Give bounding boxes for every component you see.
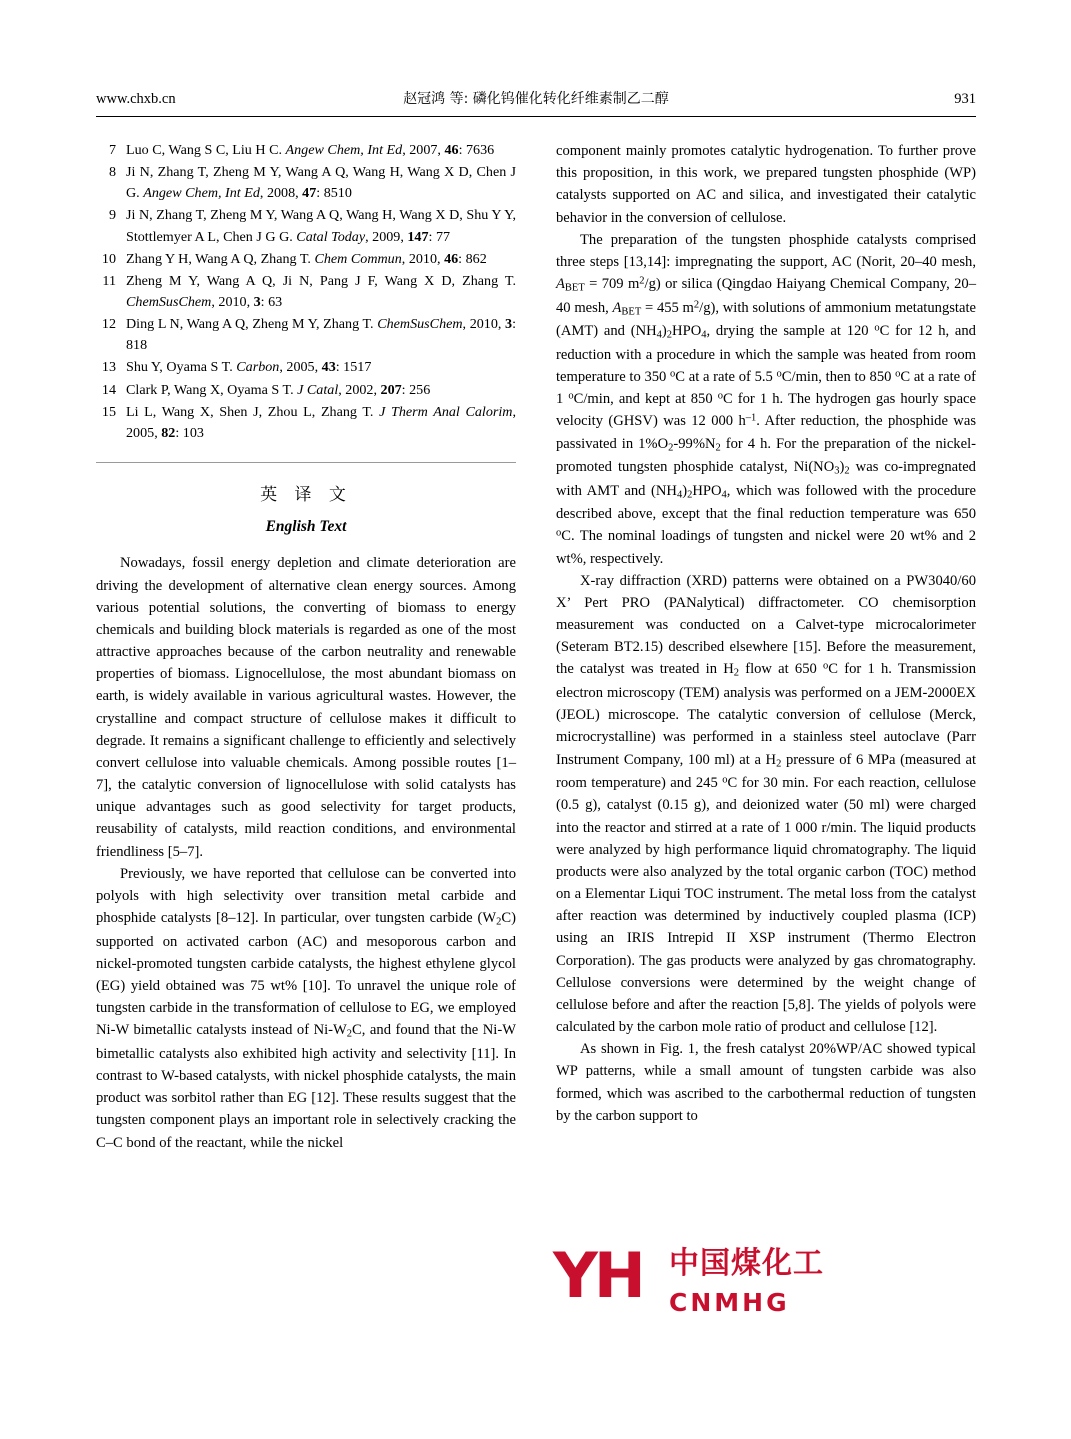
header-divider	[96, 116, 976, 117]
reference-text: : 256	[401, 381, 431, 398]
section-title-chinese: 英 译 文	[260, 484, 352, 505]
reference-volume: 147	[407, 228, 429, 245]
reference-list	[96, 140, 516, 444]
subscript: 2	[776, 758, 782, 770]
paragraph-catalyst-preparation	[556, 229, 976, 570]
reference-item	[96, 140, 516, 161]
text-segment: = 455 m	[641, 299, 694, 316]
subscript: 2	[666, 329, 673, 341]
reference-item	[96, 380, 516, 401]
text-segment: Previously, we have reported that cellulose can be converted into polyols with high selectivity over transition metal carbide and phosphide catalysts [8–12]. In particular, over tungsten carbide (W	[96, 865, 516, 927]
subscript: 4	[676, 489, 683, 501]
reference-source: Carbon	[236, 359, 280, 376]
subscript: 4	[656, 329, 662, 341]
reference-volume: 47	[302, 185, 317, 202]
text-segment: C for 30 min. For each reaction, cellulose (0.5 g), catalyst (0.15 g), and deionized water (50 ml) were charged into the reactor and stirred at a rate of 1 000 r/min. The liquid products were analyzed by high performance liquid chromatography. The liquid products were also analyzed by the total organic carbon (TOC) method on a Elementar Liqui TOC instrument. The metal loss from the catalyst after reaction was determined by inductively coupled plasma (ICP) using an IRIS Intrepid II XSP instrument (Thermo Electron Corporation). The gas products were analyzed by gas chromatography. Cellulose conversions were determined by the weight change of cellulose before and after the reaction [5,8]. The yields of polyols were calculated by the carbon mole ratio of product and cellulose [12].	[556, 775, 977, 1036]
text-segment: HPO	[672, 323, 702, 340]
reference-text: , 2007,	[402, 142, 445, 158]
text-segment: C for 1 h. The hydrogen gas hourly space velocity (GHSV) was 12 000 h	[556, 391, 976, 430]
superscript: o	[670, 368, 676, 380]
reference-source: Chem Commun	[314, 250, 402, 267]
text-segment: The preparation of the tungsten phosphide catalysts comprised three steps [13,14]: impregnating the support, AC (Norit, 20–40 mesh,	[556, 231, 976, 270]
watermark	[553, 1239, 853, 1335]
text-segment: C) supported on activated carbon (AC) and mesoporous carbon and nickel-promoted tungsten carbide catalysts, the highest ethylene glycol (EG) yield obtained was 75 wt% [10]. To unravel the unique role of tungsten carbide in the transformation of cellulose to EG, we employed Ni-W bimetallic catalysts instead of Ni-W	[96, 910, 516, 1039]
reference-text: : 63	[260, 293, 283, 310]
superscript: o	[722, 774, 728, 786]
text-segment: C/min, then to 850	[781, 368, 896, 385]
text-segment: /g), with solutions of ammonium metatungstate (AMT) and (NH	[556, 299, 976, 340]
reference-text: Clark P, Wang X, Oyama S T.	[126, 381, 298, 398]
section-title-english: English Text	[265, 517, 347, 535]
reference-text: Ding L N, Wang A Q, Zheng M Y, Zhang T.	[126, 316, 378, 333]
text-segment: X-ray diffraction (XRD) patterns were obtained on a PW3040/60 X’ Pert PRO (PANalytical) diffractometer. CO chemisorption measurement was conducted on a Calvet-type microcalorimeter (Seteram BT2.15) described elsewhere [15]. Before the measurement, the catalyst was treated in H	[556, 572, 976, 678]
reference-item	[96, 205, 516, 247]
reference-item	[96, 162, 516, 204]
subscript: 4	[721, 489, 727, 501]
superscript: o	[874, 322, 880, 334]
running-title: 赵冠鸿 等: 磷化钨催化转化纤维素制乙二醇	[403, 91, 669, 107]
reference-text: Luo C, Wang S C, Liu H C.	[126, 142, 286, 158]
watermark-english-text: CNMHG	[669, 1288, 790, 1317]
text-segment: was co-impregnated with AMT and (NH	[556, 459, 976, 499]
left-column	[96, 140, 516, 1154]
subscript: 2	[346, 1029, 353, 1040]
text-segment: C/min, and kept at 850	[573, 391, 718, 408]
reference-volume: 46	[444, 250, 459, 267]
reference-text: : 818	[126, 316, 517, 354]
reference-text: , 2005,	[126, 403, 516, 441]
reference-source: J Therm Anal Calorim	[379, 403, 513, 420]
text-segment: -99%N	[673, 435, 716, 452]
reference-volume: 3	[505, 316, 513, 333]
paragraph-intro: Nowadays, fossil energy depletion and climate deterioration are driving the development of alternative clean energy sources. Among various potential solutions, the converting of biomass to energy chemicals and building block materials is regarded as one of the most attractive approaches because of the carbon neutrality and renewable properties of biomass. Lignocellulose, the most abundant biomass on earth, is widely available in various agricultural wastes. However, the crystalline and compact structure of cellulose makes it difficult to degrade. It remains a significant challenge to efficiently and selectively convert cellulose into valuable chemicals. Among possible routes [1–7], the catalytic conversion of lignocellulose with solid catalysts has unique advantages such as good selectivity for target products, reusability of catalysts, mild reaction conditions, and environmental friendliness [5–7].	[96, 555, 516, 860]
reference-source: Angew Chem, Int Ed	[143, 185, 260, 202]
reference-number: 7	[108, 142, 116, 158]
subscript: 3	[834, 465, 840, 477]
reference-text: , 2008,	[259, 185, 303, 202]
text-segment: C at a rate of 5.5	[675, 368, 777, 385]
section-divider	[96, 462, 516, 463]
text-segment: )	[682, 482, 688, 499]
reference-source: Catal Today	[296, 228, 366, 245]
text-segment: . After reduction, the phosphide was passivated in 1%O	[556, 413, 976, 452]
superscript: o	[556, 527, 562, 539]
reference-text: , 2005,	[279, 359, 322, 376]
reference-text: : 8510	[316, 185, 352, 202]
reference-item	[96, 357, 516, 378]
reference-text: Shu Y, Oyama S T.	[126, 359, 237, 376]
text-italic: A	[556, 276, 565, 293]
reference-source: J Catal	[297, 381, 339, 398]
text-segment: , which was followed with the procedure described above, except that the final reduction temperature was 650	[556, 482, 976, 523]
text-segment: for 4 h. For the preparation of the nickel-promoted tungsten phosphide catalyst, Ni(NO	[556, 435, 976, 476]
text-italic: A	[612, 299, 622, 316]
paragraph-component-promotes: component mainly promotes catalytic hydrogenation. To further prove this proposition, in this work, we prepared tungsten phosphide (WP) catalysts supported on AC and silica, and investigated their catalytic behavior in the conversion of cellulose.	[556, 143, 976, 226]
text-segment: = 709 m	[584, 276, 640, 293]
subscript: 2	[715, 442, 721, 454]
subscript: BET	[621, 306, 642, 318]
reference-item	[96, 314, 516, 356]
reference-text: Ji N, Zhang T, Zheng M Y, Wang A Q, Wang H, Wang X D, Chen J G.	[126, 164, 516, 202]
journal-website: www.chxb.cn	[96, 91, 176, 107]
text-segment: C at a rate of 1	[556, 368, 976, 408]
reference-volume: 43	[321, 359, 336, 376]
watermark-logo-text: YH	[553, 1239, 642, 1312]
text-segment: C for 1 h. Transmission electron microscopy (TEM) analysis was performed on a JEM-2000EX (JEOL) microscope. The catalytic conversion of cellulose (Merck, microcrystalline) was performed in a stainless steel autoclave (Parr Instrument Company, 100 ml) at a H	[556, 661, 976, 768]
text-segment: )	[839, 459, 845, 476]
subscript: BET	[564, 282, 585, 294]
reference-number: 13	[101, 359, 116, 376]
reference-item	[96, 271, 516, 313]
reference-item	[96, 402, 516, 444]
reference-source: ChemSusChem	[126, 293, 212, 310]
reference-number: 8	[108, 164, 116, 181]
reference-volume: 207	[380, 381, 402, 398]
subscript: 2	[844, 465, 850, 477]
right-column	[556, 140, 976, 1127]
reference-text: , 2009,	[365, 228, 408, 245]
reference-text: Li L, Wang X, Shen J, Zhou L, Zhang T.	[126, 403, 380, 420]
superscript: o	[823, 660, 829, 672]
reference-text: Zhang Y H, Wang A Q, Zhang T.	[126, 250, 315, 267]
reference-text: , 2002,	[338, 381, 381, 398]
text-segment: HPO	[692, 482, 722, 499]
watermark-chinese-text: 中国煤化工	[669, 1246, 824, 1281]
text-segment: C, and found that the Ni-W bimetallic catalysts also exhibited high activity and selectivity [11]. In contrast to W-based catalysts, with nickel phosphide catalysts, the main product was sorbitol rather than EG [12]. These results suggest that the tungsten component plays an important role in selectively cracking the C–C bond of the reactant, while the nickel	[96, 1022, 516, 1151]
reference-source: ChemSusChem	[377, 316, 463, 333]
reference-text: : 1517	[335, 359, 372, 376]
paragraph-characterization	[556, 570, 976, 1038]
superscript: 2	[693, 298, 700, 310]
reference-text: : 103	[175, 424, 204, 441]
paragraph-previous-work	[96, 863, 516, 1154]
subscript: 2	[687, 489, 693, 501]
reference-number: 11	[102, 272, 116, 289]
reference-number: 15	[101, 403, 116, 420]
reference-number: 14	[101, 381, 116, 398]
reference-number: 9	[108, 207, 116, 224]
reference-text: , 2010,	[401, 250, 445, 267]
reference-text: : 77	[428, 228, 451, 245]
page-number: 931	[954, 91, 976, 107]
superscript: o	[717, 390, 723, 402]
subscript: 2	[733, 668, 739, 680]
text-segment: )	[661, 323, 667, 340]
reference-text: : 7636	[458, 142, 495, 158]
reference-volume: 46	[444, 142, 459, 158]
reference-item	[96, 249, 516, 270]
text-segment: , drying the sample at 120	[706, 323, 875, 340]
reference-text: Zheng M Y, Wang A Q, Ji N, Pang J F, Wang X D, Zhang T.	[126, 272, 516, 289]
subscript: 4	[701, 329, 707, 341]
text-segment: /g) or silica (Qingdao Haiyang Chemical Company, 20–40 mesh,	[556, 276, 976, 316]
reference-source: Angew Chem, Int Ed	[285, 142, 403, 158]
reference-text: , 2010,	[462, 316, 506, 333]
text-segment: pressure of 6 MPa (measured at room temperature) and 245	[556, 751, 976, 792]
paragraph-xrd-results: As shown in Fig. 1, the fresh catalyst 20%WP/AC showed typical WP patterns, while a small amount of tungsten carbide was also formed, which was ascribed to the carbothermal reduction of tungsten by the carbon support to	[556, 1041, 976, 1124]
reference-number: 10	[101, 250, 116, 267]
text-segment: C for 12 h, and reduction with a procedure in which the sample was heated from room temperature to 350	[556, 323, 976, 385]
text-segment: C. The nominal loadings of tungsten and nickel were 20 wt% and 2 wt%, respectively.	[556, 528, 976, 567]
reference-number: 12	[101, 316, 116, 333]
superscript: 2	[639, 275, 645, 287]
text-segment: flow at 650	[739, 661, 824, 678]
reference-text: : 862	[458, 250, 487, 267]
reference-text: Ji N, Zhang T, Zheng M Y, Wang A Q, Wang H, Wang X D, Shu Y Y, Stottlemyer A L, Chen J G G.	[126, 207, 516, 245]
superscript: o	[895, 368, 901, 380]
subscript: 2	[496, 916, 502, 928]
subscript: 2	[668, 442, 674, 454]
reference-text: , 2010,	[211, 293, 254, 310]
superscript: –1	[745, 412, 757, 424]
superscript: o	[568, 390, 574, 402]
superscript: o	[776, 368, 782, 380]
page-header	[96, 88, 976, 110]
reference-volume: 3	[253, 293, 261, 310]
reference-volume: 82	[161, 424, 176, 441]
